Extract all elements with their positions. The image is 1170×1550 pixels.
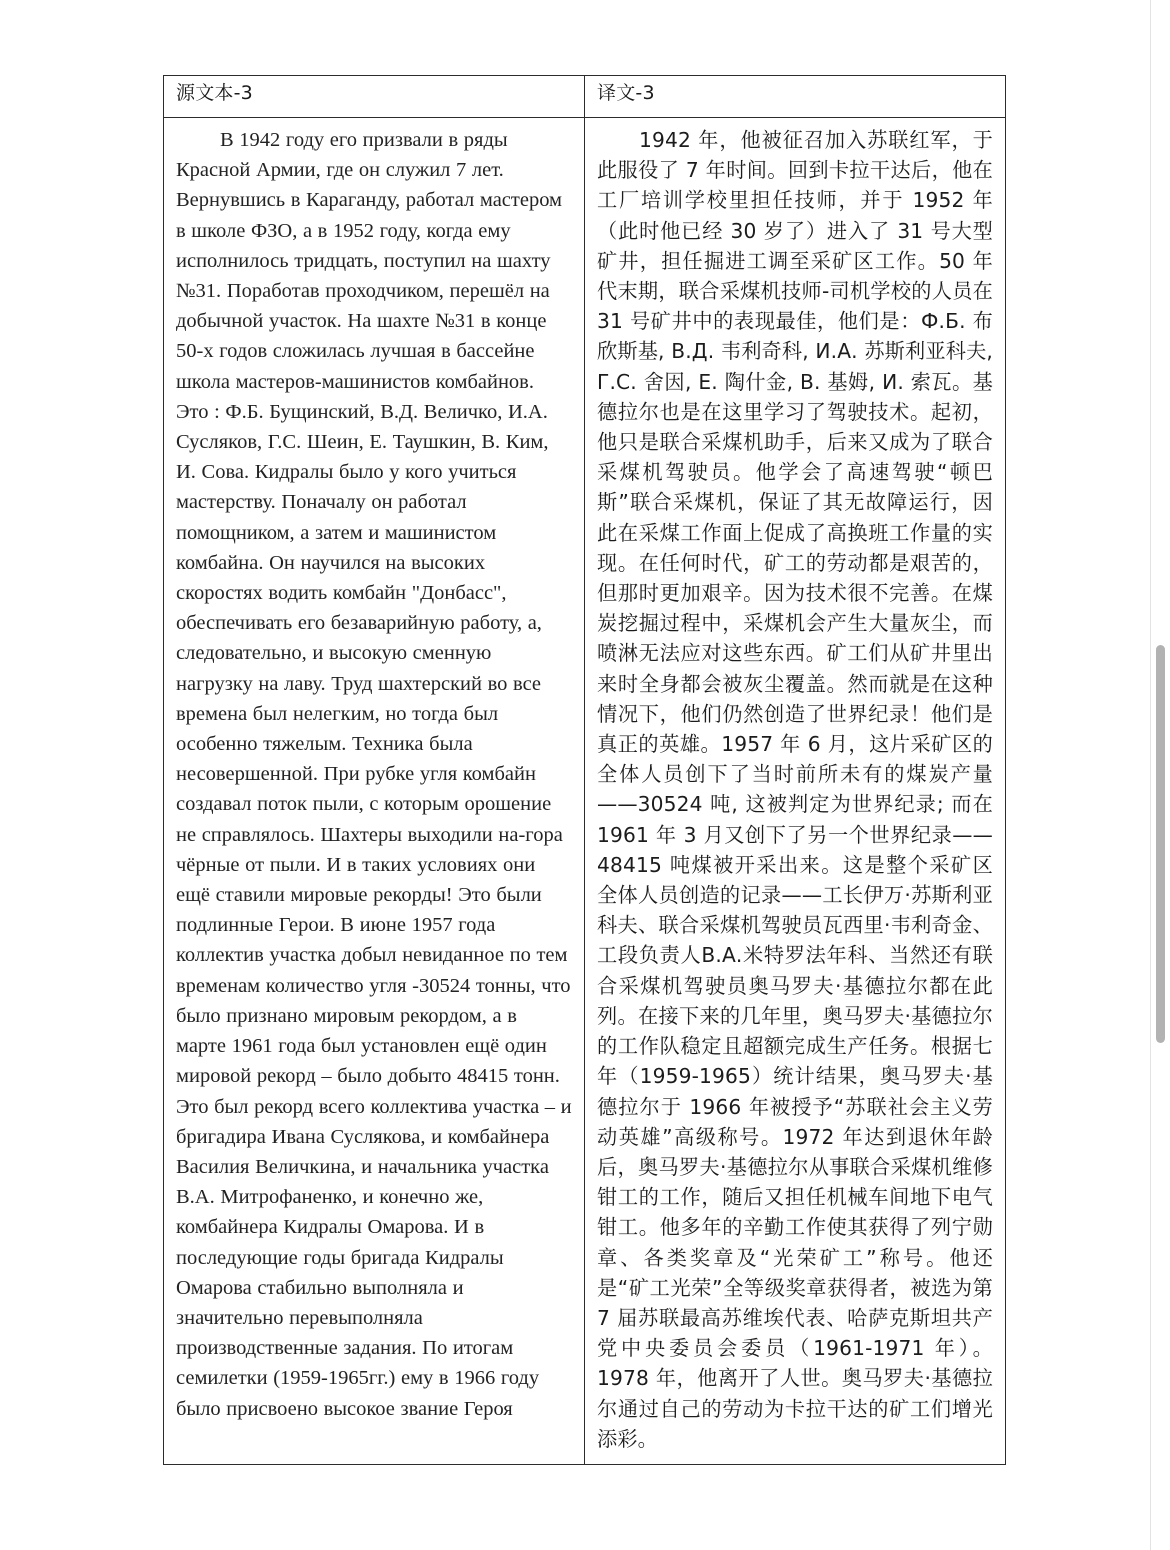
table-row bbox=[164, 118, 1006, 1465]
source-text-cell bbox=[164, 118, 585, 1465]
target-text-cell bbox=[585, 118, 1006, 1465]
target-column-title: 译文-3 bbox=[597, 82, 655, 104]
scrollbar-thumb[interactable] bbox=[1156, 645, 1165, 1043]
source-header-cell bbox=[164, 76, 585, 118]
source-paragraph: В 1942 году его призвали в ряды Красной Армии, где он служил 7 лет. Вернувшись в Караганду, работал мастером в школе ФЗО, а в 1952 году, когда ему исполнилось тридцать, поступил на шахту №31. Поработав проходчиком, перешёл на добычной участок. На шахте №31 в конце 50-х годов сложилась лучшая в бассейне школа мастеров-машинистов комбайнов. Это : Ф.Б. Бущинский, В.Д. Величко, И.А. Сусляков, Г.С. Шеин, Е. Таушкин, В. Ким, И. Сова. Кидралы было у кого учиться мастерству. Поначалу он работал помощником, а затем и машинистом комбайна. Он научился на высоких скоростях водить комбайн "Донбасс", обеспечивать его безаварийную работу, а, следовательно, и высокую сменную нагрузку на лаву. Труд шахтерский во все времена был нелегким, но тогда был особенно тяжелым. Техника была несовершенной. При рубке угля комбайн создавал поток пыли, с которым орошение не справлялось. Шахтеры выходили на-гора чёрные от пыли. И в таких условиях они ещё ставили мировые рекорды! Это были подлинные Герои. В июне 1957 года коллектив участка добыл невиданное по тем временам количество угля -30524 тонны, что было признано мировым рекордом, а в марте 1961 года был установлен ещё один мировой рекорд – было добыто 48415 тонн. Это был рекорд всего коллектива участка – и бригадира Ивана Суслякова, и комбайнера Василия Величкина, и начальника участка В.А. Митрофаненко, и конечно же, комбайнера Кидралы Омарова. И в последующие годы бригада Кидралы Омарова стабильно выполняла и значительно перевыполняла производственные задания. По итогам семилетки (1959-1965гг.) ему в 1966 году было присвоено высокое звание Героя bbox=[176, 129, 572, 1420]
target-paragraph: 1942 年，他被征召加入苏联红军，于此服役了 7 年时间。回到卡拉干达后，他在工厂培训学校里担任技师，并于 1952 年（此时他已经 30 岁了）进入了 31 号大型矿井，担任掘进工调至采矿区工作。50 年代末期，联合采煤机技师-司机学校的人员在 31 号矿井中的表现最佳，他们是：Ф.Б. 布欣斯基, В.Д. 韦利奇科, И.А. 苏斯利亚科夫, Г.С. 舍因, Е. 陶什金, В. 基姆, И. 索瓦。基德拉尔也是在这里学习了驾驶技术。起初，他只是联合采煤机助手，后来又成为了联合采煤机驾驶员。他学会了高速驾驶“顿巴斯”联合采煤机，保证了其无故障运行，因此在采煤工作面上促成了高换班工作量的实现。在任何时代，矿工的劳动都是艰苦的，但那时更加艰辛。因为技术很不完善。在煤炭挖掘过程中，采煤机会产生大量灰尘，而喷淋无法应对这些东西。矿工们从矿井里出来时全身都会被灰尘覆盖。然而就是在这种情况下，他们仍然创造了世界纪录！他们是真正的英雄。1957 年 6 月，这片采矿区的全体人员创下了当时前所未有的煤炭产量——30524 吨, 这被判定为世界纪录; 而在 1961 年 3 月又创下了另一个世界纪录——48415 吨煤被开采出来。这是整个采矿区全体人员创造的记录——工长伊万·苏斯利亚科夫、联合采煤机驾驶员瓦西里·韦利奇金、工段负责人В.А.米特罗法年科、当然还有联合采煤机驾驶员奥马罗夫·基德拉尔都在此列。在接下来的几年里，奥马罗夫·基德拉尔的工作队稳定且超额完成生产任务。根据七年（1959-1965）统计结果，奥马罗夫·基德拉尔于 1966 年被授予“苏联社会主义劳动英雄”高级称号。1972 年达到退休年龄后，奥马罗夫·基德拉尔从事联合采煤机维修钳工的工作，随后又担任机械车间地下电气钳工。他多年的辛勤工作使其获得了列宁勋章、各类奖章及“光荣矿工”称号。他还是“矿工光荣”全等级奖章获得者，被选为第 7 届苏联最高苏维埃代表、哈萨克斯坦共产党中央委员会委员（1961-1971 年）。1978 年，他离开了人世。奥马罗夫·基德拉尔通过自己的劳动为卡拉干达的矿工们增光添彩。 bbox=[597, 128, 993, 1451]
bilingual-comparison-table bbox=[163, 75, 1006, 1465]
vertical-scrollbar[interactable] bbox=[1150, 0, 1170, 1550]
source-column-title: 源文本-3 bbox=[176, 82, 253, 104]
table-header-row bbox=[164, 76, 1006, 118]
target-header-cell bbox=[585, 76, 1006, 118]
